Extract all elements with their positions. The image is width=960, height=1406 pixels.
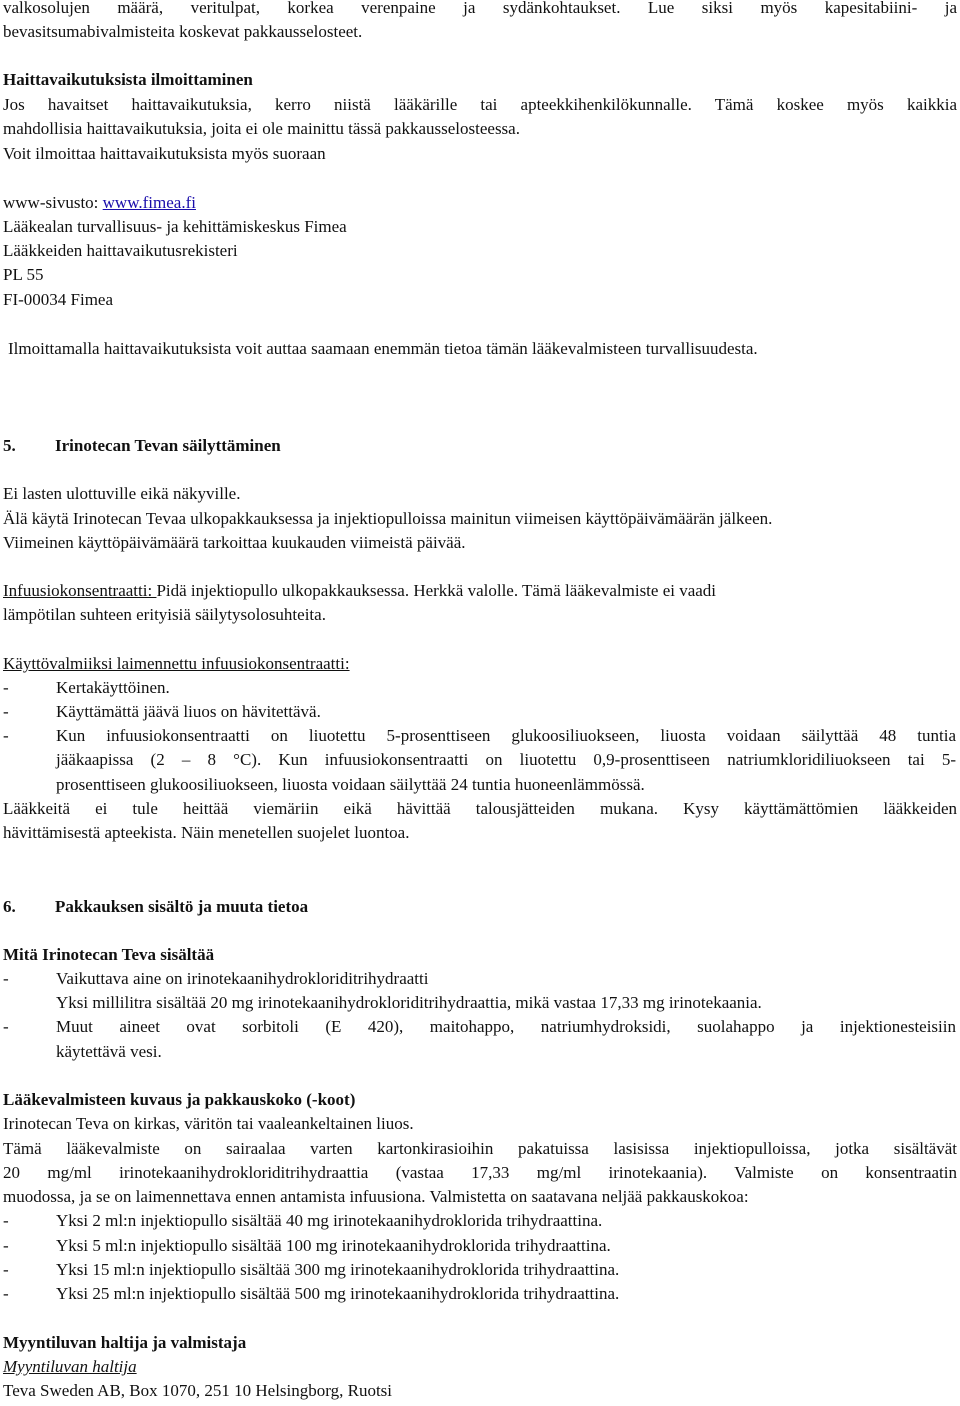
description-line-2: Tämä lääkevalmiste on sairaalaa varten kartonkirasioihin pakatuissa lasisissa injektiopulloissa, jotka sisältävät xyxy=(3,1139,957,1158)
diluted-item-1: Kertakäyttöinen. xyxy=(56,678,170,697)
website-label: www-sivusto: xyxy=(3,193,103,212)
address-line-2: Lääkkeiden haittavaikutusrekisteri xyxy=(3,241,238,260)
list-dash: - xyxy=(3,1236,9,1255)
intro-line-1: valkosolujen määrä, veritulpat, korkea verenpaine ja sydänkohtaukset. Lue siksi myös kapesitabiini- ja xyxy=(3,0,957,17)
concentrate-text: Pidä injektiopullo ulkopakkauksessa. Herkkä valolle. Tämä lääkevalmiste ei vaadi xyxy=(156,581,717,600)
section-5-heading xyxy=(3,436,281,456)
address-line-4: FI-00034 Fimea xyxy=(3,290,114,309)
list-dash: - xyxy=(3,678,9,697)
list-dash: - xyxy=(3,1211,9,1230)
pack-size-item: Yksi 25 ml:n injektiopullo sisältää 500 mg irinotekaanihydroklorida trihydraattina. xyxy=(56,1284,620,1303)
list-dash: - xyxy=(3,1284,9,1303)
fimea-link[interactable]: www.fimea.fi xyxy=(102,193,196,212)
diluted-item-2: Käyttämättä jäävä liuos on hävitettävä. xyxy=(56,702,321,721)
list-dash: - xyxy=(3,969,9,988)
diluted-item-3-line-3: prosenttiseen glukoosiliuokseen, liuosta voidaan säilyttää 24 tuntia huoneenlämmössä. xyxy=(56,775,645,794)
description-line-4: muodossa, ja se on laimennettava ennen antamista infuusiona. Valmistetta on saatavana neljää pakkauskokoa: xyxy=(3,1187,749,1206)
list-dash: - xyxy=(3,1017,9,1036)
concentrate-label: Infuusiokonsentraatti: xyxy=(3,581,157,600)
diluted-label: Käyttövalmiiksi laimennettu infuusiokonsentraatti: xyxy=(3,654,350,673)
storage-line-3: Viimeinen käyttöpäivämäärä tarkoittaa kuukauden viimeistä päivää. xyxy=(3,533,466,552)
holder-address: Teva Sweden AB, Box 1070, 251 10 Helsingborg, Ruotsi xyxy=(3,1381,393,1400)
other-ingredients-line-1: Muut aineet ovat sorbitoli (E 420), maitohappo, natriumhydroksidi, suolahappo ja injektionesteisiin xyxy=(56,1017,956,1036)
pack-size-item: Yksi 15 ml:n injektiopullo sisältää 300 mg irinotekaanihydroklorida trihydraattina. xyxy=(56,1260,620,1279)
address-line-3: PL 55 xyxy=(3,265,44,284)
concentrate-line-2: lämpötilan suhteen erityisiä säilytysolosuhteita. xyxy=(3,605,326,624)
section-6-heading xyxy=(3,897,308,917)
contents-heading: Mitä Irinotecan Teva sisältää xyxy=(3,945,215,964)
active-substance-line-2: Yksi millilitra sisältää 20 mg irinotekaanihydrokloriditrihydraattia, mikä vastaa 17,33 mg irinotekaania. xyxy=(56,993,762,1012)
list-dash: - xyxy=(3,702,9,721)
description-line-1: Irinotecan Teva on kirkas, väritön tai vaaleankeltainen liuos. xyxy=(3,1114,414,1133)
list-dash: - xyxy=(3,1260,9,1279)
list-dash: - xyxy=(3,726,9,745)
section-6-number: 6. xyxy=(3,897,16,916)
reporting-line-3: Voit ilmoittaa haittavaikutuksista myös suoraan xyxy=(3,144,326,163)
pack-size-item: Yksi 2 ml:n injektiopullo sisältää 40 mg irinotekaanihydroklorida trihydraattina. xyxy=(56,1211,603,1230)
storage-line-2: Älä käytä Irinotecan Tevaa ulkopakkauksessa ja injektiopulloissa mainitun viimeisen käyttöpäivämäärän jälkeen. xyxy=(3,509,773,528)
description-heading: Lääkevalmisteen kuvaus ja pakkauskoko (-koot) xyxy=(3,1090,356,1109)
reporting-heading: Haittavaikutuksista ilmoittaminen xyxy=(3,70,253,89)
diluted-item-3-line-2: jääkaapissa (2 – 8 °C). Kun infuusiokonsentraatti on liuotettu 0,9-prosenttiseen natriumkloridiliuokseen tai 5- xyxy=(56,750,956,769)
intro-line-2: bevasitsumabivalmisteita koskevat pakkausselosteet. xyxy=(3,22,363,41)
active-substance-line-1: Vaikuttava aine on irinotekaanihydrokloriditrihydraatti xyxy=(56,969,429,988)
reporting-line-1: Jos havaitset haittavaikutuksia, kerro niistä lääkärille tai apteekkihenkilökunnalle. Tämä koskee myös kaikkia xyxy=(3,95,957,114)
disposal-line-2: hävittämisestä apteekista. Näin menetellen suojelet luontoa. xyxy=(3,823,410,842)
disposal-line-1: Lääkkeitä ei tule heittää viemäriin eikä hävittää talousjätteiden mukana. Kysy käyttämättömien lääkkeiden xyxy=(3,799,957,818)
reporting-note: Ilmoittamalla haittavaikutuksista voit auttaa saamaan enemmän tietoa tämän lääkevalmisteen turvallisuudesta. xyxy=(8,339,758,358)
diluted-item-3-line-1: Kun infuusiokonsentraatti on liuotettu 5-prosenttiseen glukoosiliuokseen, liuosta voidaan säilyttää 48 tuntia xyxy=(56,726,956,745)
holder-heading: Myyntiluvan haltija ja valmistaja xyxy=(3,1333,247,1352)
holder-subheading: Myyntiluvan haltija xyxy=(3,1357,137,1376)
section-5-title: Irinotecan Tevan säilyttäminen xyxy=(55,436,281,455)
concentrate-line-1 xyxy=(3,581,716,601)
section-6-title: Pakkauksen sisältö ja muuta tietoa xyxy=(55,897,309,916)
reporting-line-2: mahdollisia haittavaikutuksia, joita ei ole mainittu tässä pakkausselosteessa. xyxy=(3,119,520,138)
other-ingredients-line-2: käytettävä vesi. xyxy=(56,1042,162,1061)
section-5-number: 5. xyxy=(3,436,16,455)
pack-size-item: Yksi 5 ml:n injektiopullo sisältää 100 mg irinotekaanihydroklorida trihydraattina. xyxy=(56,1236,611,1255)
address-line-1: Lääkealan turvallisuus- ja kehittämiskeskus Fimea xyxy=(3,217,347,236)
description-line-3: 20 mg/ml irinotekaanihydrokloriditrihydraattia (vastaa 17,33 mg/ml irinotekaania). Valmiste on konsentraatin xyxy=(3,1163,957,1182)
storage-line-1: Ei lasten ulottuville eikä näkyville. xyxy=(3,484,241,503)
website-line xyxy=(3,193,196,213)
